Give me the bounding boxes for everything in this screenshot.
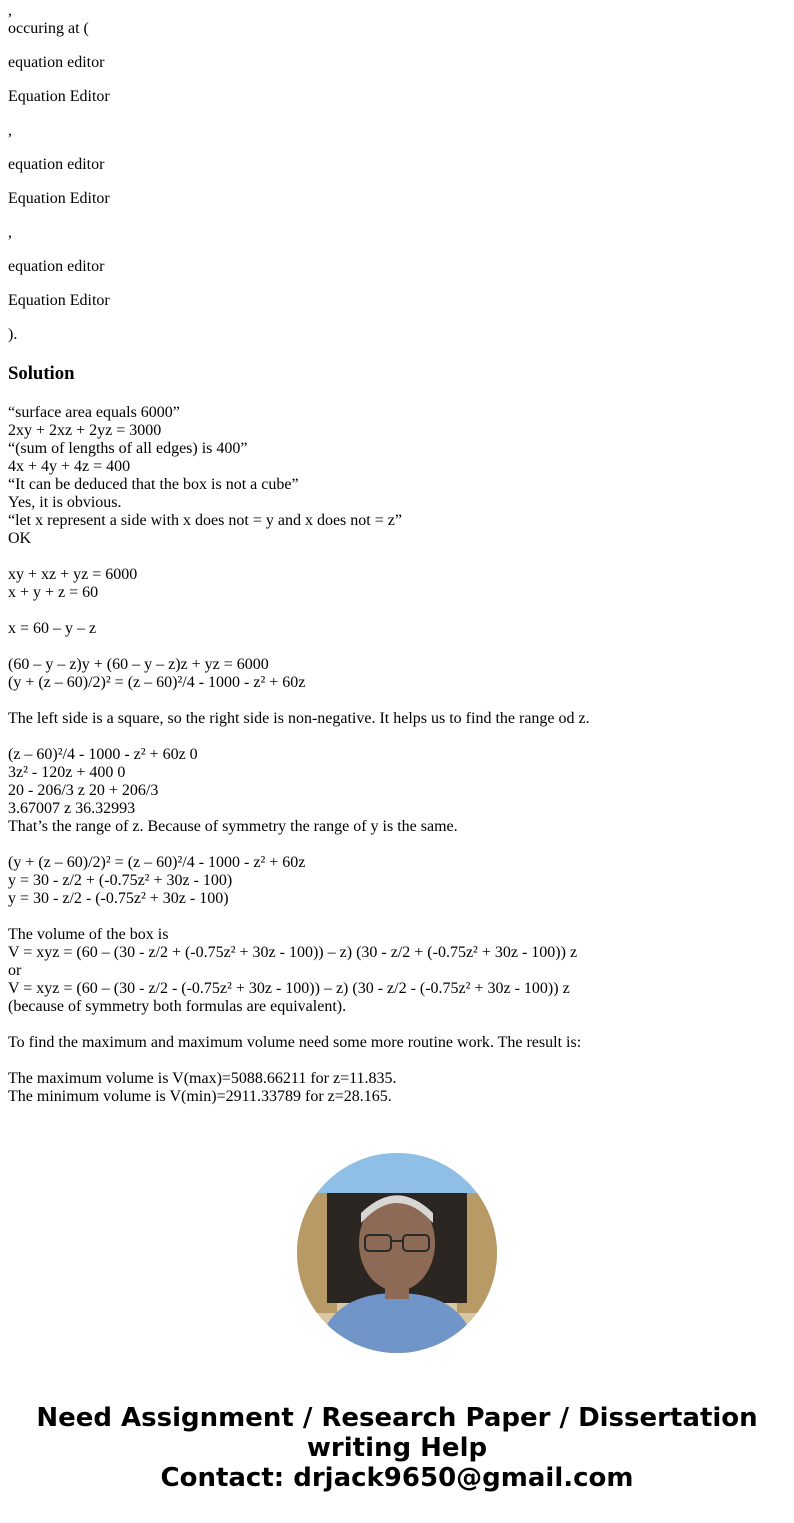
document-body (8, 2, 786, 1106)
solution-line: That’s the range of z. Because of symmetry the range of y is the same. (8, 818, 458, 835)
equation-editor-alt: equation editor (8, 54, 105, 71)
equation-editor-alt: equation editor (8, 258, 105, 275)
solution-line: 20 - 206/3 z 20 + 206/3 (8, 782, 159, 799)
solution-line: V = xyz = (60 – (30 - z/2 - (-0.75z² + 30z - 100)) – z) (30 - z/2 - (-0.75z² + 30z - 100)) z (8, 980, 570, 997)
author-avatar (297, 1153, 497, 1353)
occuring-text: occuring at ( (8, 20, 89, 37)
solution-line: 3.67007 z 36.32993 (8, 800, 136, 817)
equation-editor-title: Equation Editor (8, 190, 110, 207)
solution-line: The minimum volume is V(min)=2911.33789 for z=28.165. (8, 1088, 392, 1105)
solution-line: “It can be deduced that the box is not a cube” (8, 476, 299, 493)
solution-line: x = 60 – y – z (8, 620, 97, 637)
solution-line: “surface area equals 6000” (8, 404, 180, 421)
equation-editor-title: Equation Editor (8, 88, 110, 105)
avatar-photo (297, 1153, 497, 1353)
blank-line (8, 1052, 786, 1070)
comma-text: , (8, 224, 12, 241)
solution-line: The left side is a square, so the right side is non-negative. It helps us to find the range od z. (8, 710, 590, 727)
solution-line: y = 30 - z/2 + (-0.75z² + 30z - 100) (8, 872, 233, 889)
contact-line[interactable]: Contact: drjack9650@gmail.com (160, 1463, 634, 1493)
solution-line: “let x represent a side with x does not = y and x does not = z” (8, 512, 402, 529)
solution-line: To find the maximum and maximum volume need some more routine work. The result is: (8, 1034, 582, 1051)
comma-text: , (8, 122, 12, 139)
solution-line: 4x + 4y + 4z = 400 (8, 458, 131, 475)
blank-line (8, 638, 786, 656)
solution-line: xy + xz + yz = 6000 (8, 566, 138, 583)
solution-line: (z – 60)²/4 - 1000 - z² + 60z 0 (8, 746, 198, 763)
solution-line: 2xy + 2xz + 2yz = 3000 (8, 422, 162, 439)
blank-line (8, 836, 786, 854)
blank-line (8, 908, 786, 926)
blank-line (8, 1016, 786, 1034)
blank-line (8, 602, 786, 620)
solution-line: (because of symmetry both formulas are equivalent). (8, 998, 347, 1015)
equation-editor-title: Equation Editor (8, 292, 110, 309)
solution-line: “(sum of lengths of all edges) is 400” (8, 440, 248, 457)
solution-line: The maximum volume is V(max)=5088.66211 for z=11.835. (8, 1070, 397, 1087)
solution-heading: Solution (8, 363, 75, 384)
solution-body (8, 404, 786, 1106)
closing-paren-text: ). (8, 326, 18, 343)
solution-line: or (8, 962, 22, 979)
promo-footer (0, 1403, 794, 1493)
equation-editor-alt: equation editor (8, 156, 105, 173)
solution-line: V = xyz = (60 – (30 - z/2 + (-0.75z² + 30z - 100)) – z) (30 - z/2 + (-0.75z² + 30z - 100)) z (8, 944, 578, 961)
solution-line: The volume of the box is (8, 926, 169, 943)
solution-line: OK (8, 530, 32, 547)
promo-line-1: Need Assignment / Research Paper / Dissertation (36, 1403, 758, 1433)
solution-line: (60 – y – z)y + (60 – y – z)z + yz = 6000 (8, 656, 269, 673)
promo-line-2: writing Help (306, 1433, 488, 1463)
solution-line: (y + (z – 60)/2)² = (z – 60)²/4 - 1000 - z² + 60z (8, 854, 306, 871)
blank-line (8, 728, 786, 746)
solution-line: Yes, it is obvious. (8, 494, 122, 511)
solution-line: y = 30 - z/2 - (-0.75z² + 30z - 100) (8, 890, 229, 907)
solution-line: 3z² - 120z + 400 0 (8, 764, 126, 781)
blank-line (8, 692, 786, 710)
blank-line (8, 548, 786, 566)
comma-text: , (8, 2, 12, 19)
solution-line: x + y + z = 60 (8, 584, 99, 601)
solution-line: (y + (z – 60)/2)² = (z – 60)²/4 - 1000 - z² + 60z (8, 674, 306, 691)
